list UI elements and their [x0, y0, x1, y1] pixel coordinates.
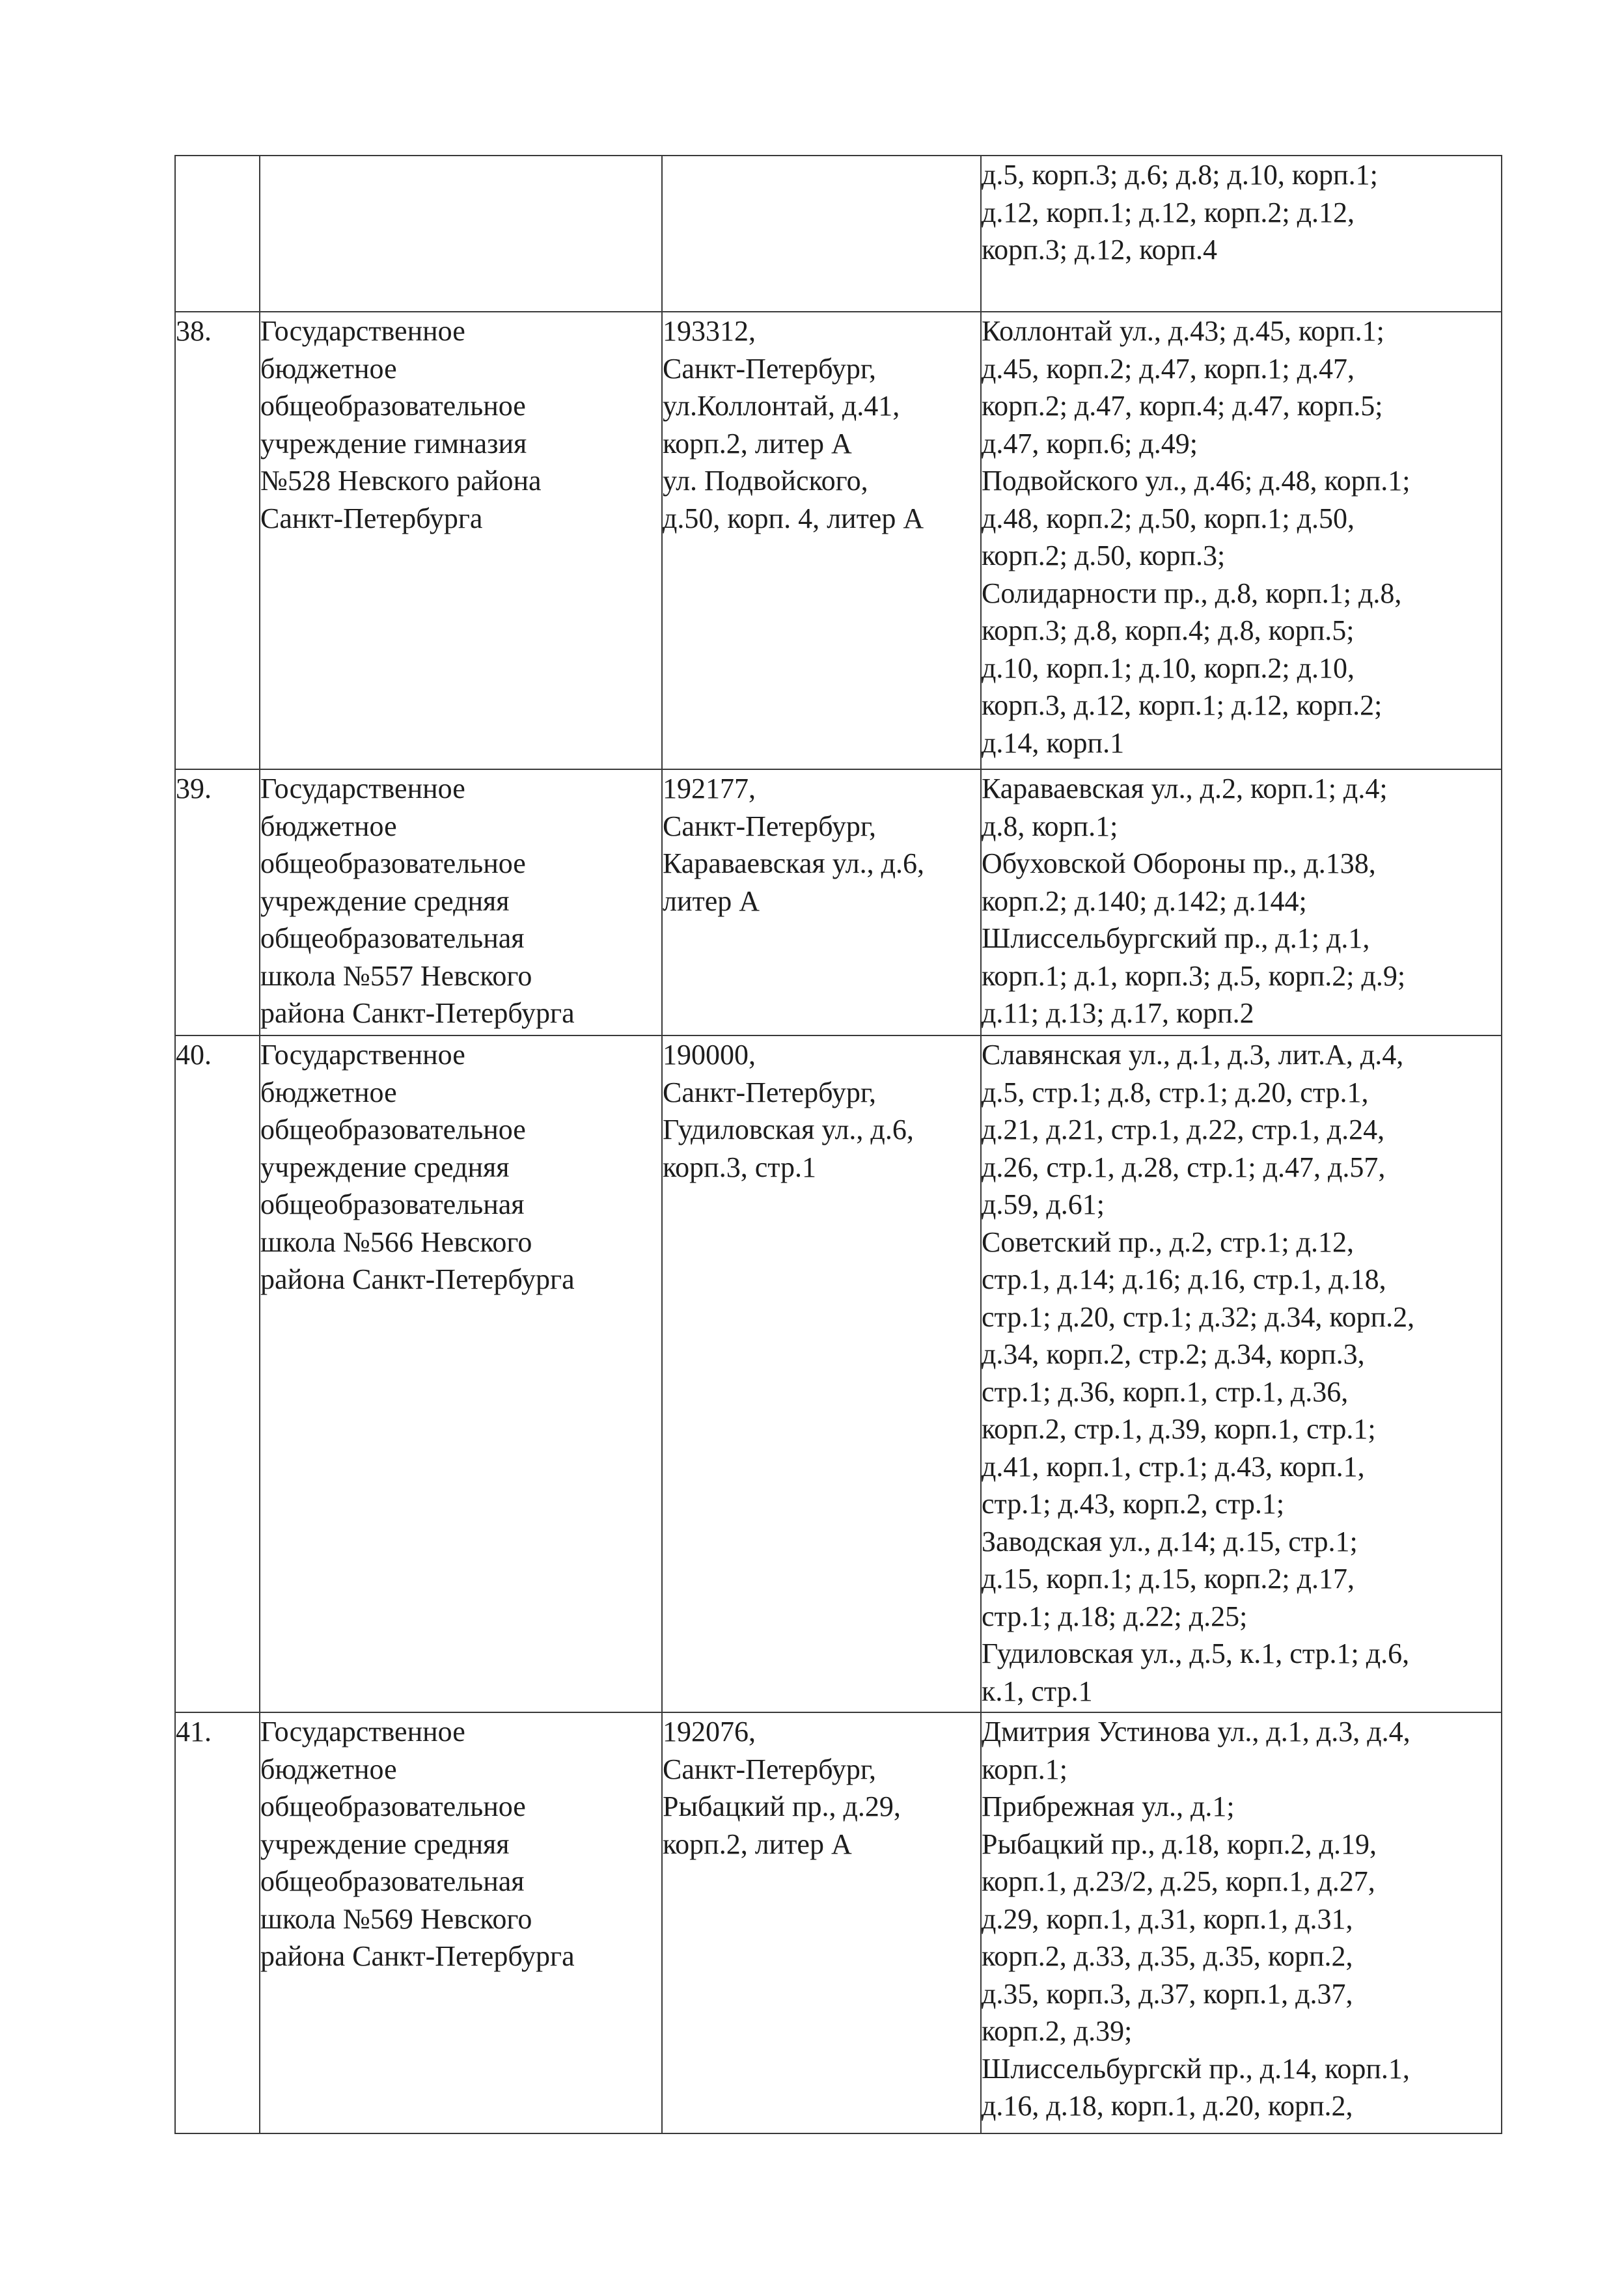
territory-line: д.14, корп.1 [982, 726, 1125, 759]
territory-line: стр.1; д.36, корп.1, стр.1, д.36, [982, 1375, 1349, 1408]
name-line: района Санкт-Петербурга [260, 1263, 575, 1295]
territory-line: Шлиссельбургский пр., д.1; д.1, [982, 922, 1370, 954]
institution-name [260, 312, 662, 769]
territory-line: д.10, корп.1; д.10, корп.2; д.10, [982, 651, 1355, 684]
name-line: школа №566 Невского [260, 1226, 532, 1258]
territory-line: д.45, корп.2; д.47, корп.1; д.47, [982, 352, 1355, 385]
name-line: Государственное [260, 315, 465, 347]
address-line: корп.2, литер А [663, 1828, 852, 1860]
assigned-territory [981, 312, 1502, 769]
row-number: 41. [175, 1712, 260, 2133]
territory-line: корп.3; д.8, корп.4; д.8, корп.5; [982, 614, 1355, 646]
territory-line: д.41, корп.1, стр.1; д.43, корп.1, [982, 1450, 1365, 1483]
territory-line: д.34, корп.2, стр.2; д.34, корп.3, [982, 1338, 1365, 1370]
territory-line: стр.1, д.14; д.16; д.16, стр.1, д.18, [982, 1263, 1386, 1295]
territory-line: д.11; д.13; д.17, корп.2 [982, 997, 1254, 1029]
name-line: школа №557 Невского [260, 959, 532, 992]
territory-line: Заводская ул., д.14; д.15, стр.1; [982, 1525, 1358, 1557]
territory-line: Обуховской Обороны пр., д.138, [982, 847, 1376, 879]
address-line: ул. Подвойского, [663, 465, 868, 497]
territory-line: Солидарности пр., д.8, корп.1; д.8, [982, 577, 1402, 609]
table-row [175, 312, 1502, 769]
name-line: общеобразовательное [260, 1790, 526, 1822]
name-line: общеобразовательное [260, 1114, 526, 1145]
name-line: учреждение гимназия [260, 427, 527, 459]
territory-line: Караваевская ул., д.2, корп.1; д.4; [982, 773, 1388, 804]
address-line: Санкт-Петербург, [663, 1076, 876, 1108]
territory-line: д.8, корп.1; [982, 810, 1118, 842]
territory-line: стр.1; д.18; д.22; д.25; [982, 1600, 1248, 1632]
address-line: 192177, [663, 773, 756, 804]
address-line: ул.Коллонтай, д.41, [663, 390, 900, 422]
address-line: 190000, [663, 1039, 756, 1071]
name-line: общеобразовательное [260, 390, 526, 422]
address-line: Гудиловская ул., д.6, [663, 1114, 914, 1145]
territory-line: д.48, корп.2; д.50, корп.1; д.50, [982, 502, 1355, 534]
territory-line: корп.1; д.1, корп.3; д.5, корп.2; д.9; [982, 959, 1406, 992]
name-line: №528 Невского района [260, 465, 542, 497]
territory-line: д.35, корп.3, д.37, корп.1, д.37, [982, 1977, 1353, 2010]
address-line: Санкт-Петербург, [663, 1753, 876, 1785]
name-line: Государственное [260, 1039, 465, 1071]
name-line: бюджетное [260, 810, 397, 842]
territory-line: Подвойского ул., д.46; д.48, корп.1; [982, 465, 1411, 497]
institution-address [662, 1035, 981, 1712]
name-line: Государственное [260, 1716, 465, 1748]
row-number: 39. [175, 769, 260, 1035]
territory-line: корп.1; [982, 1753, 1067, 1785]
territory-line: Рыбацкий пр., д.18, корп.2, д.19, [982, 1828, 1377, 1860]
territory-line: стр.1; д.43, корп.2, стр.1; [982, 1488, 1285, 1520]
assigned-territory [981, 1712, 1502, 2133]
territory-line: корп.3, д.12, корп.1; д.12, корп.2; [982, 689, 1383, 721]
territory-line: Шлиссельбургскй пр., д.14, корп.1, [982, 2052, 1410, 2085]
address-line: д.50, корп. 4, литер А [663, 502, 924, 534]
address-line: Санкт-Петербург, [663, 352, 876, 385]
address-line: корп.3, стр.1 [663, 1151, 816, 1183]
row-number [175, 156, 260, 312]
school-assignment-table [174, 155, 1502, 2134]
territory-line: корп.1, д.23/2, д.25, корп.1, д.27, [982, 1865, 1375, 1897]
territory-line: д.5, корп.3; д.6; д.8; д.10, корп.1; [982, 159, 1378, 191]
territory-line: Прибрежная ул., д.1; [982, 1790, 1235, 1822]
territory-line: корп.3; д.12, корп.4 [982, 234, 1217, 266]
name-line: Санкт-Петербурга [260, 502, 483, 534]
territory-line: д.12, корп.1; д.12, корп.2; д.12, [982, 196, 1355, 228]
territory-line: корп.2, д.33, д.35, д.35, корп.2, [982, 1940, 1353, 1972]
territory-line: д.16, д.18, корп.1, д.20, корп.2, [982, 2090, 1353, 2122]
table-row [175, 156, 1502, 312]
territory-line: д.5, стр.1; д.8, стр.1; д.20, стр.1, [982, 1076, 1369, 1108]
territory-line: Коллонтай ул., д.43; д.45, корп.1; [982, 315, 1384, 347]
table-row [175, 1712, 1502, 2133]
name-line: Государственное [260, 773, 465, 804]
institution-name [260, 769, 662, 1035]
institution-address [662, 769, 981, 1035]
territory-line: Советский пр., д.2, стр.1; д.12, [982, 1226, 1354, 1258]
name-line: учреждение средняя [260, 1151, 510, 1183]
territory-line: д.59, д.61; [982, 1188, 1105, 1220]
territory-line: стр.1; д.20, стр.1; д.32; д.34, корп.2, [982, 1300, 1415, 1333]
address-line: Санкт-Петербург, [663, 810, 876, 842]
institution-address [662, 312, 981, 769]
assigned-territory [981, 769, 1502, 1035]
institution-address [662, 1712, 981, 2133]
institution-name [260, 1712, 662, 2133]
row-number: 40. [175, 1035, 260, 1712]
address-line: 193312, [663, 315, 756, 347]
territory-line: Дмитрия Устинова ул., д.1, д.3, д.4, [982, 1716, 1411, 1748]
name-line: общеобразовательное [260, 847, 526, 879]
territory-line: д.47, корп.6; д.49; [982, 427, 1198, 459]
territory-line: корп.2, д.39; [982, 2015, 1133, 2047]
territory-line: корп.2; д.50, корп.3; [982, 540, 1226, 571]
territory-line: корп.2; д.47, корп.4; д.47, корп.5; [982, 390, 1383, 422]
row-number: 38. [175, 312, 260, 769]
address-line: корп.2, литер А [663, 427, 852, 459]
name-line: бюджетное [260, 1753, 397, 1785]
address-line: 192076, [663, 1716, 756, 1748]
name-line: района Санкт-Петербурга [260, 1940, 575, 1972]
name-line: школа №569 Невского [260, 1902, 532, 1935]
institution-name [260, 156, 662, 312]
name-line: района Санкт-Петербурга [260, 997, 575, 1029]
address-line: литер А [663, 884, 760, 917]
name-line: общеобразовательная [260, 1865, 525, 1897]
institution-address [662, 156, 981, 312]
name-line: учреждение средняя [260, 884, 510, 917]
name-line: бюджетное [260, 1076, 397, 1108]
name-line: бюджетное [260, 352, 397, 385]
territory-line: корп.2; д.140; д.142; д.144; [982, 884, 1307, 917]
territory-line: д.29, корп.1, д.31, корп.1, д.31, [982, 1902, 1353, 1935]
institution-name [260, 1035, 662, 1712]
territory-line: корп.2, стр.1, д.39, корп.1, стр.1; [982, 1413, 1376, 1445]
territory-line: к.1, стр.1 [982, 1675, 1093, 1707]
name-line: общеобразовательная [260, 922, 525, 954]
assigned-territory [981, 1035, 1502, 1712]
territory-line: д.15, корп.1; д.15, корп.2; д.17, [982, 1563, 1355, 1595]
table-row [175, 1035, 1502, 1712]
territory-line: д.21, д.21, стр.1, д.22, стр.1, д.24, [982, 1114, 1385, 1145]
territory-line: Гудиловская ул., д.5, к.1, стр.1; д.6, [982, 1638, 1410, 1669]
address-line: Караваевская ул., д.6, [663, 847, 925, 879]
table-body [175, 156, 1502, 2133]
address-line: Рыбацкий пр., д.29, [663, 1790, 901, 1822]
table-row [175, 769, 1502, 1035]
assigned-territory [981, 156, 1502, 312]
name-line: учреждение средняя [260, 1828, 510, 1860]
name-line: общеобразовательная [260, 1188, 525, 1220]
territory-line: д.26, стр.1, д.28, стр.1; д.47, д.57, [982, 1151, 1386, 1183]
territory-line: Славянская ул., д.1, д.3, лит.А, д.4, [982, 1039, 1404, 1071]
